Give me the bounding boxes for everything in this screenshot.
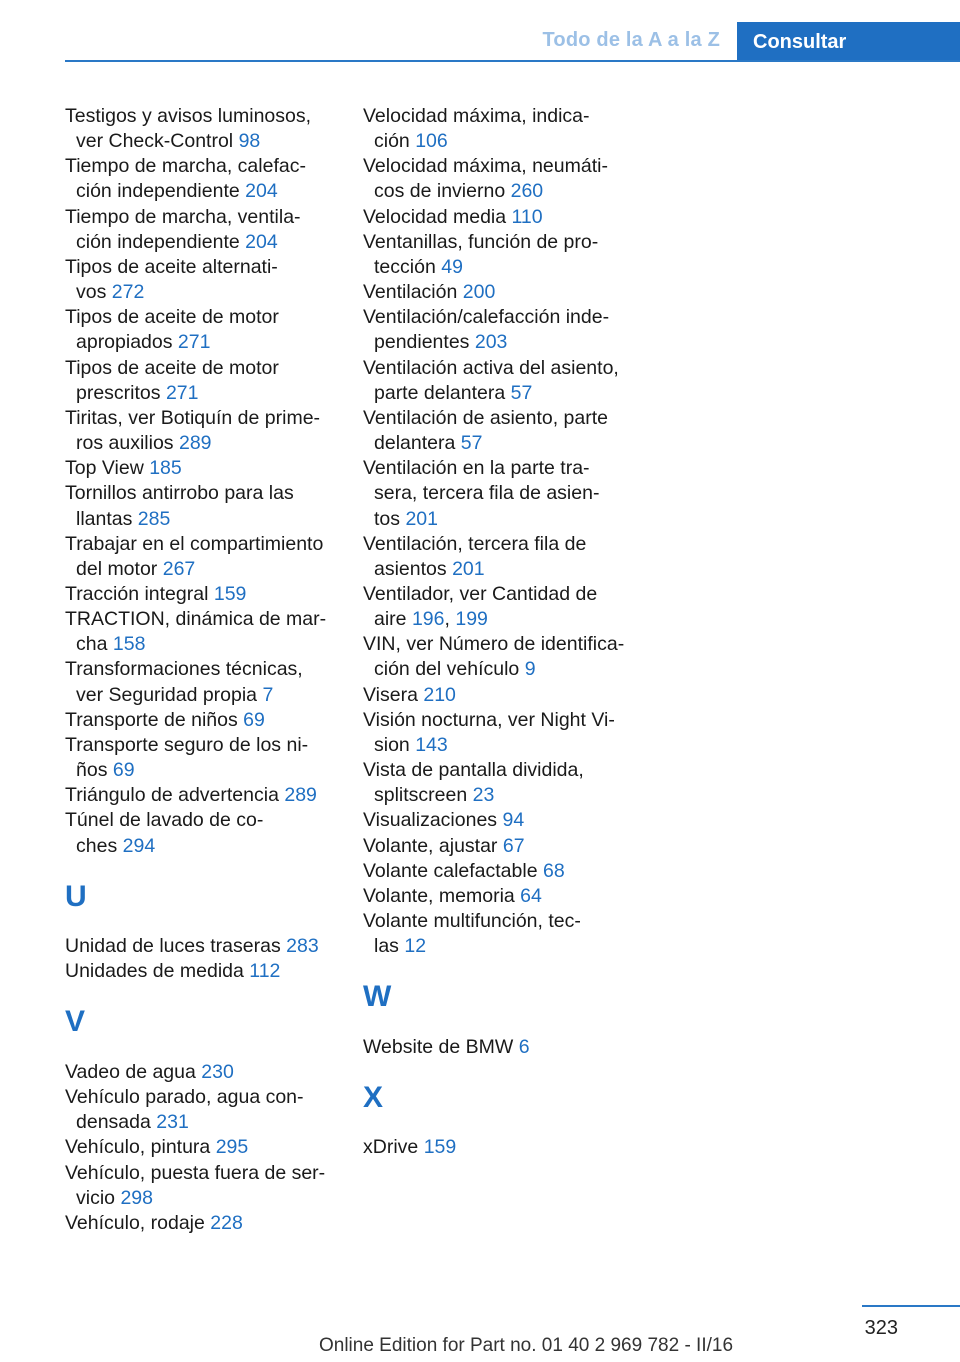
- index-entry-text: Triángulo de advertencia: [65, 784, 279, 807]
- index-entry-text: vos: [76, 281, 107, 304]
- index-entry-text: ción: [374, 130, 410, 153]
- index-entry: [363, 758, 631, 808]
- page-reference-link[interactable]: 68: [542, 859, 565, 882]
- index-entry-text: Visión nocturna, ver Night Vi-: [363, 708, 615, 731]
- page-reference-link[interactable]: 6: [518, 1035, 530, 1058]
- page-reference-link[interactable]: 196: [411, 608, 445, 631]
- index-entry: [363, 230, 631, 280]
- index-entry-text: Website de BMW: [363, 1035, 514, 1058]
- index-entry: [363, 532, 631, 582]
- page-reference-link[interactable]: 201: [405, 507, 438, 530]
- page-reference-link[interactable]: 285: [137, 507, 171, 530]
- footer-edition: Online Edition for Part no. 01 40 2 969 782 - II/16: [318, 1335, 734, 1356]
- index-entry-text: Tipos de aceite alternati-: [65, 255, 278, 278]
- page-reference-link[interactable]: 110: [511, 205, 543, 228]
- page-reference-link[interactable]: 98: [238, 130, 261, 153]
- index-entry: [65, 1161, 333, 1211]
- footer-rule: [862, 1305, 960, 1307]
- index-entry-text: las: [374, 935, 399, 958]
- index-entry-text: Vehículo, puesta fuera de ser-: [65, 1161, 326, 1184]
- index-entry-text: Tiempo de marcha, calefac-: [65, 155, 306, 178]
- index-entry-text: Tipos de aceite de motor: [65, 356, 279, 379]
- page-reference-link[interactable]: 289: [284, 784, 317, 807]
- page-reference-link[interactable]: 9: [524, 658, 536, 681]
- running-header-section: Todo de la A a la Z: [542, 29, 720, 51]
- page-reference-link[interactable]: 210: [423, 683, 456, 706]
- page-reference-link[interactable]: 112: [249, 960, 281, 983]
- index-entry: [65, 1135, 333, 1160]
- index-entry-text: vicio: [76, 1186, 116, 1209]
- page-reference-link[interactable]: 69: [112, 759, 135, 782]
- page-reference-link[interactable]: 204: [245, 230, 278, 253]
- index-entry-text: asientos: [374, 557, 447, 580]
- page-reference-link[interactable]: 200: [462, 281, 496, 304]
- index-entry-text: Ventilación activa del asiento,: [363, 356, 619, 379]
- index-entry-text: Velocidad media: [363, 205, 507, 228]
- index-entry: [363, 859, 631, 884]
- index-entry: [363, 456, 631, 531]
- index-entry-text: sera, tercera fila de asien-: [374, 482, 600, 505]
- index-column-left: [65, 104, 333, 1236]
- index-entry-text: prescritos: [76, 381, 161, 404]
- index-entry-text: Volante calefactable: [363, 859, 538, 882]
- index-entry: [363, 280, 631, 305]
- page-reference-link[interactable]: 294: [122, 834, 156, 857]
- index-entry-text: Transporte seguro de los ni-: [65, 733, 309, 756]
- index-entry-text: Vadeo de agua: [65, 1060, 196, 1083]
- index-letter-heading: W: [363, 980, 392, 1014]
- index-entry: [65, 708, 333, 733]
- index-entry-text: apropiados: [76, 331, 173, 354]
- index-entry: [65, 305, 333, 355]
- page-reference-link[interactable]: 67: [502, 834, 525, 857]
- page-reference-link[interactable]: 106: [415, 130, 448, 153]
- page-reference-link[interactable]: 203: [474, 331, 508, 354]
- index-entry-text: ver Seguridad propia: [76, 683, 258, 706]
- index-entry: [363, 406, 631, 456]
- index-entry: [65, 456, 333, 481]
- index-entry: [65, 808, 333, 858]
- index-entry-text: cos de invierno: [374, 180, 506, 203]
- index-entry: [65, 934, 333, 959]
- index-entry-text: Túnel de lavado de co-: [65, 809, 264, 832]
- index-entry-text: xDrive: [363, 1136, 419, 1159]
- index-entry: [65, 1211, 333, 1236]
- page-reference-link[interactable]: 201: [452, 557, 485, 580]
- page-reference-link[interactable]: 49: [441, 255, 463, 278]
- index-entry-text: Ventilación, tercera fila de: [363, 532, 587, 555]
- page-reference-link[interactable]: 57: [460, 432, 483, 455]
- page-reference-link[interactable]: 271: [165, 381, 199, 404]
- page-reference-link[interactable]: 57: [510, 381, 533, 404]
- index-entry: [65, 104, 333, 154]
- page-reference-link[interactable]: 159: [423, 1136, 457, 1159]
- index-entry-text: Velocidad máxima, neumáti-: [363, 155, 608, 178]
- index-entry-text: tección: [374, 255, 436, 278]
- index-entry-text: delantera: [374, 432, 456, 455]
- index-entry: [363, 834, 631, 859]
- index-entry-text: cha: [76, 633, 108, 656]
- index-entry-text: ción independiente: [76, 230, 240, 253]
- index-entry: [363, 632, 631, 682]
- index-entry-text: Transformaciones técnicas,: [65, 658, 303, 681]
- index-entry: [363, 1135, 631, 1160]
- index-entry: [65, 532, 333, 582]
- index-entry-text: ción del vehículo: [374, 658, 520, 681]
- index-entry-text: ros auxilios: [76, 432, 174, 455]
- index-letter-heading: U: [65, 879, 87, 913]
- index-entry-text: TRACTION, dinámica de mar-: [65, 608, 327, 631]
- index-entry-text: Testigos y avisos luminosos,: [65, 105, 312, 127]
- index-entry-text: Vehículo parado, agua con-: [65, 1086, 304, 1109]
- index-entry: [65, 255, 333, 305]
- index-entry-text: Tornillos antirrobo para las: [65, 482, 294, 505]
- index-entry-text: parte delantera: [374, 381, 506, 404]
- index-entry: [363, 1035, 631, 1060]
- index-entry-text: Unidad de luces traseras: [65, 935, 281, 958]
- page-reference-link[interactable]: 260: [510, 180, 544, 203]
- index-entry-text: Volante, memoria: [363, 884, 515, 907]
- index-entry-text: aire: [374, 608, 407, 631]
- index-entry-text: ver Check-Control: [76, 130, 234, 153]
- index-entry-text: densada: [76, 1111, 151, 1134]
- index-entry: [363, 683, 631, 708]
- index-entry-text: Ventilación de asiento, parte: [363, 406, 609, 429]
- page-reference-link[interactable]: 143: [415, 733, 448, 756]
- index-entry: [65, 582, 333, 607]
- page-reference-link[interactable]: 69: [243, 708, 265, 731]
- index-entry-text: del motor: [76, 557, 158, 580]
- page-reference-link[interactable]: 185: [149, 457, 182, 480]
- index-entry-text: Volante multifunción, tec-: [363, 910, 581, 932]
- header-rule: [65, 60, 960, 62]
- index-entry-text: Ventanillas, función de pro-: [363, 230, 599, 253]
- running-header-tab: Consultar: [737, 22, 960, 62]
- index-entry-text: Visualizaciones: [363, 809, 498, 832]
- index-entry-text: ños: [76, 759, 108, 782]
- index-entry: [65, 733, 333, 783]
- page-reference-link[interactable]: 267: [162, 557, 196, 580]
- index-entry: [363, 884, 631, 909]
- page-reference-link[interactable]: 271: [177, 331, 211, 354]
- index-entry: [65, 1060, 333, 1085]
- index-column-right: [363, 104, 631, 1161]
- index-entry-text: Velocidad máxima, indica-: [363, 105, 590, 127]
- index-entry-text: Trabajar en el compartimiento: [65, 532, 324, 555]
- index-entry: [363, 909, 631, 959]
- index-entry-text: Transporte de niños: [65, 708, 238, 731]
- index-entry-text: Tracción integral: [65, 582, 209, 605]
- page-reference-link[interactable]: 204: [245, 180, 278, 203]
- page-reference-link[interactable]: 272: [111, 281, 145, 304]
- index-entry-text: Tiritas, ver Botiquín de prime-: [65, 406, 321, 429]
- index-entry-text: Vehículo, pintura: [65, 1136, 211, 1159]
- index-entry: [65, 959, 333, 984]
- index-letter-heading: V: [65, 1005, 86, 1039]
- index-entry: [363, 104, 631, 154]
- page-reference-link[interactable]: 230: [201, 1060, 234, 1083]
- index-entry: [65, 406, 333, 456]
- index-entry: [363, 205, 631, 230]
- index-entry-text: Volante, ajustar: [363, 834, 498, 857]
- page-reference-link[interactable]: 94: [502, 809, 525, 832]
- index-entry-text: Ventilación/calefacción inde-: [363, 306, 610, 329]
- page-reference-link[interactable]: 199: [455, 608, 488, 631]
- index-entry-text: Ventilación en la parte tra-: [363, 457, 590, 480]
- index-entry-text: ción independiente: [76, 180, 240, 203]
- index-entry: [363, 808, 631, 833]
- index-entry-text: Ventilación: [363, 281, 458, 304]
- index-entry: [65, 154, 333, 204]
- index-entry-text: llantas: [76, 507, 133, 530]
- page-reference-link[interactable]: 289: [178, 432, 212, 455]
- index-entry: [65, 783, 333, 808]
- index-entry-text: Tiempo de marcha, ventila-: [65, 205, 301, 228]
- page-reference-link[interactable]: 7: [262, 683, 274, 706]
- page-reference-link[interactable]: 23: [472, 784, 495, 807]
- index-entry: [363, 582, 631, 632]
- index-entry-text: VIN, ver Número de identifica-: [363, 633, 625, 656]
- index-entry-text: Unidades de medida: [65, 960, 244, 983]
- index-entry: [363, 356, 631, 406]
- index-entry: [65, 657, 333, 707]
- index-letter-heading: X: [363, 1080, 384, 1114]
- index-entry: [363, 708, 631, 758]
- index-entry-text: sion: [374, 733, 410, 756]
- index-entry: [363, 154, 631, 204]
- page-reference-link[interactable]: 64: [520, 884, 542, 907]
- index-entry: [363, 305, 631, 355]
- page-separator: ,: [444, 608, 450, 631]
- page-reference-link[interactable]: 228: [210, 1211, 243, 1234]
- page-number: 323: [864, 1317, 898, 1339]
- page-reference-link[interactable]: 12: [404, 935, 427, 958]
- page-reference-link[interactable]: 158: [112, 633, 146, 656]
- index-entry: [65, 607, 333, 657]
- page-reference-link[interactable]: 295: [215, 1136, 249, 1159]
- index-entry-text: tos: [374, 507, 401, 530]
- index-entry-text: ches: [76, 834, 118, 857]
- index-entry: [65, 205, 333, 255]
- index-entry: [65, 1085, 333, 1135]
- index-entry-text: pendientes: [374, 331, 470, 354]
- index-entry: [65, 481, 333, 531]
- page-reference-link[interactable]: 298: [120, 1186, 153, 1209]
- page-reference-link[interactable]: 159: [213, 582, 247, 605]
- index-entry-text: Top View: [65, 457, 144, 480]
- index-entry-text: Visera: [363, 683, 418, 706]
- index-entry-text: Vista de pantalla dividida,: [363, 759, 584, 782]
- index-entry-text: Tipos de aceite de motor: [65, 306, 279, 329]
- page-reference-link[interactable]: 231: [156, 1111, 189, 1134]
- index-entry-text: Ventilador, ver Cantidad de: [363, 582, 598, 605]
- page-reference-link[interactable]: 283: [286, 935, 319, 958]
- index-entry-text: Vehículo, rodaje: [65, 1211, 205, 1234]
- index-entry: [65, 356, 333, 406]
- index-entry-text: splitscreen: [374, 784, 468, 807]
